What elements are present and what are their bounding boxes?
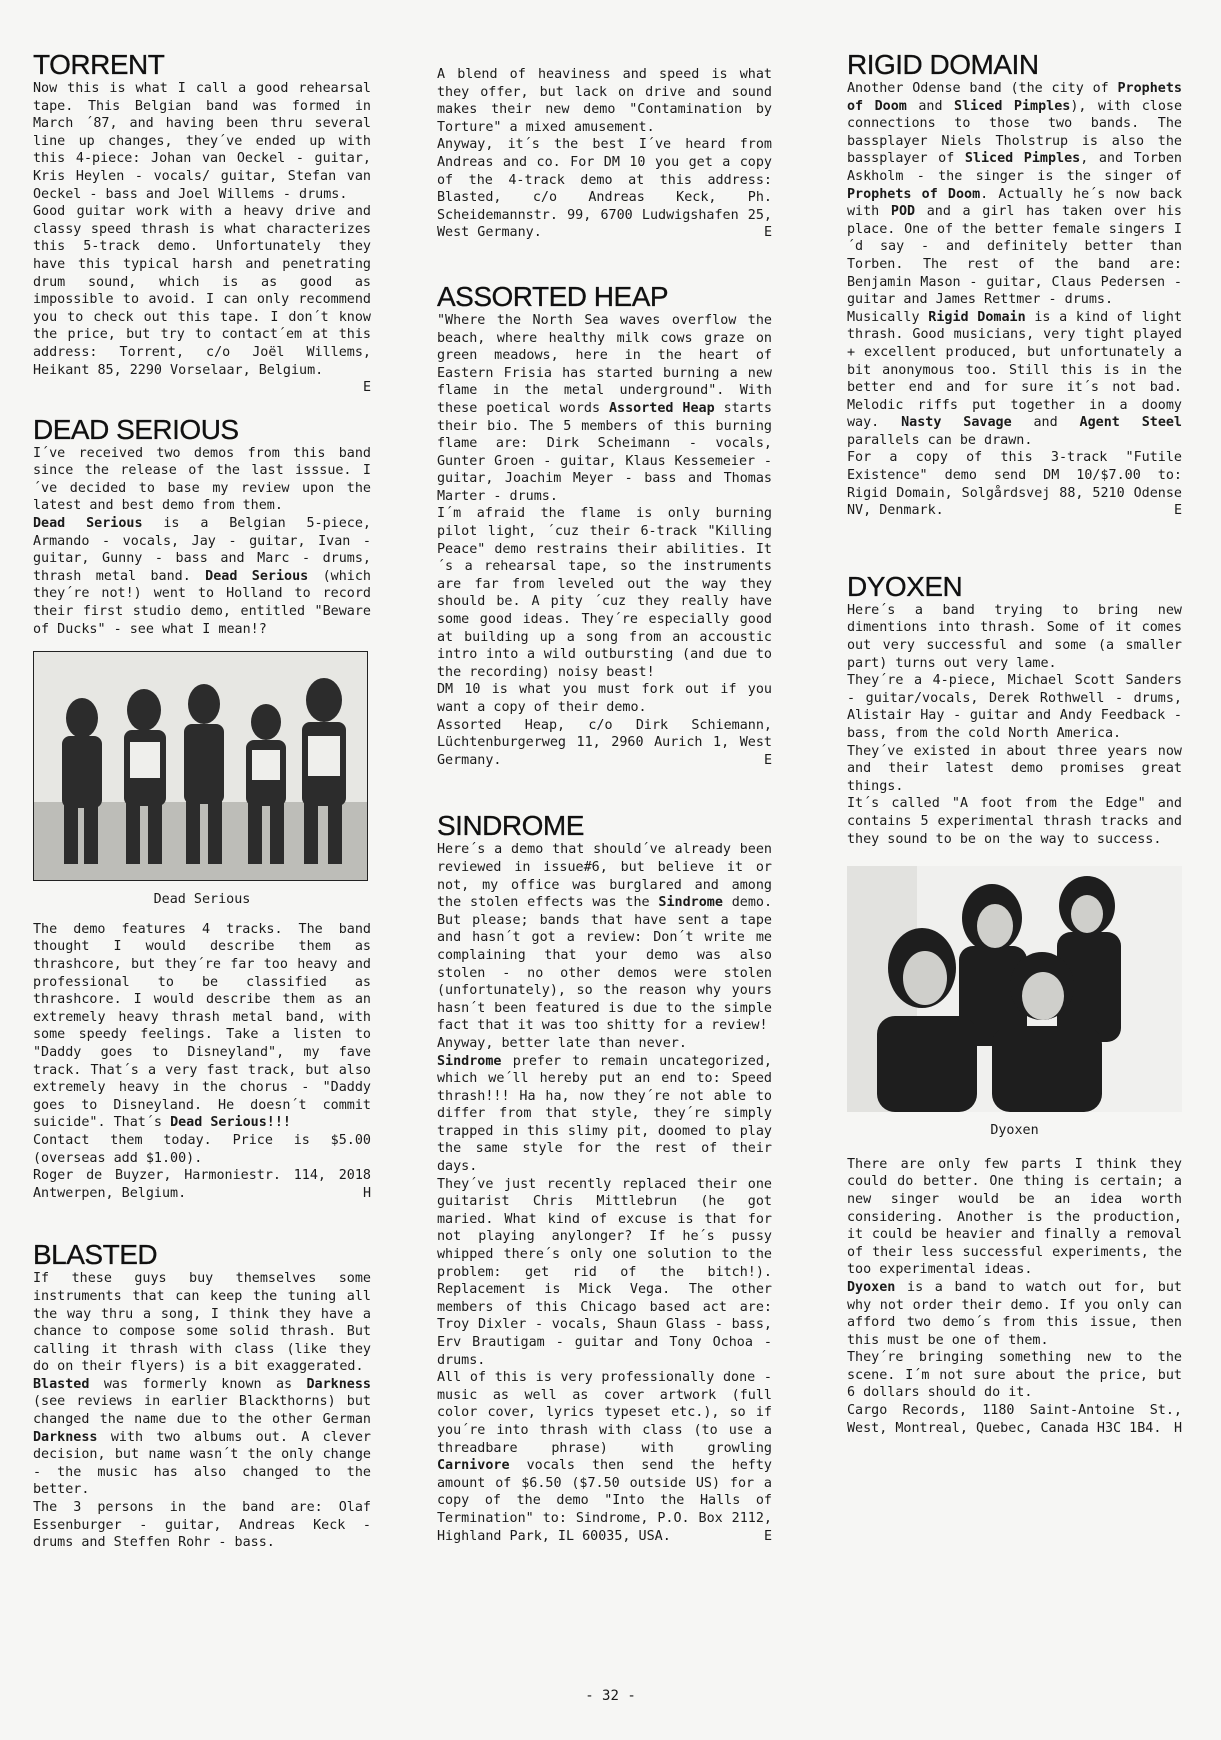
review-address [33, 1167, 371, 1202]
text-run: parallels can be drawn. [847, 432, 1033, 448]
review-address: Assorted Heap, c/o Dirk Schiemann, Lüchtenburgerweg 11, 2960 Aurich 1, West Germany. [437, 717, 772, 768]
band-name: Sliced Pimples [954, 98, 1071, 114]
text-run: is a band to watch out for, but why not order their demo. If you only can afford two demo´s from this issue, then this must be one of them. [847, 1279, 1182, 1348]
review-paragraph: They´ve just recently replaced their one guitarist Chris Mittlebrun (he got maried. What kind of excuse is that for not playing anylonger? If he´s pussy whipped there´s only one solution to the problem: get rid of the bitch!). Replacement is Mick Vega. The other members of this Chicago based act are: Troy Dixler - vocals, Shaun Glass - bass, Erv Brautigam - guitar and Tony Ochoa - drums. [437, 1176, 772, 1368]
review-paragraph: Good guitar work with a heavy drive and classy speed thrash is what characterizes this 5-track demo. Unfortunately they have this typical harsh and penetrating drum sound, which is as good as impossible to avoid. I can only recommend you to check out this tape. I don´t know the price, but try to contact´em at this address: Torrent, c/o Joël Willems, Heikant 85, 2290 Vorselaar, Belgium. [33, 204, 371, 378]
review-paragraph: Contact them today. Price is $5.00 (overseas add $1.00). [33, 1132, 371, 1166]
review-paragraph: If these guys buy themselves some instruments that can keep the tuning all the way thru a song, I think they have a chance to compose some solid thrash. But calling it thrash with class (like they do on their flyers) is a bit exaggerated. [33, 1271, 371, 1375]
band-name: Sindrome [437, 1053, 502, 1069]
text-run: and a girl has taken over his place. One of the better female singers I´d say - and definitely better than Torben. The rest of the band are: Benjamin Mason - guitar, Claus Pedersen - guitar and James Rettmer - drums. [847, 204, 1182, 308]
review-title: SINDROME [437, 810, 584, 842]
review-paragraph: They´re bringing something new to the scene. I´m not sure about the price, but 6 dollars should do it. [847, 1350, 1182, 1401]
band-name: Prophets of Doom [847, 81, 1182, 114]
band-name: Sindrome [658, 895, 723, 911]
review-rigid-domain [847, 50, 1182, 520]
band-photo-image [847, 866, 1182, 1112]
text-run: starts their bio. The 5 members of this burning flame are: Dirk Scheimann - vocals, Gunter Groen - guitar, Klaus Kessemeier - guitar, Joachim Meyer - bass and Thomas Marter - drums. [437, 400, 772, 504]
text-run: All of this is very professionally done - music as well as cover artwork (full color cover, lyrics typeset etc.), so if you´re into thrash with class (to use a threadbare phrase) with growling [437, 1370, 772, 1456]
review-paragraph [33, 921, 371, 1132]
reviewer-initial: E [1173, 503, 1182, 519]
review-paragraph: I´m afraid the flame is only burning pilot light, ´cuz their 6-track "Killing Peace" demo restrains their abilities. It´s a rehearsal tape, so the instruments are far from leveled out the way they should be. A pity ´cuz they really have some good ideas. They´re especially good at building up a song from an accoustic intro into a wild outbursting (and due to the recording) noisy beast! [437, 506, 772, 680]
reviewer-initial: H [362, 1185, 371, 1201]
review-paragraph: It´s called "A foot from the Edge" and contains 5 experimental thrash tracks and they sound to be on the way to success. [847, 796, 1182, 847]
review-title: DEAD SERIOUS [33, 413, 239, 445]
review-title: BLASTED [33, 1239, 158, 1271]
photo-caption: Dyoxen [990, 1123, 1039, 1139]
column-middle [437, 66, 772, 1545]
reviewer-initial: E [763, 225, 772, 241]
text-run: is a Belgian 5-piece, Armando - vocals, Jay - guitar, Ivan - guitar, Gunny - bass and Marc - drums, thrash metal band. [33, 516, 371, 584]
review-paragraph: The 3 persons in the band are: Olaf Essenburger - guitar, Andreas Keck - drums and Steffen Rohr - bass. [33, 1500, 371, 1551]
text-run: "Where the North Sea waves overflow the beach, where healthy milk cows graze on green meadows, here in the heart of Eastern Frisia has started burning a new flame in the metal underground". With these poetical words [437, 312, 772, 416]
text-run: The demo features 4 tracks. The band thought I would describe them as thrashcore, but they´re far too heavy and professional to be classified as thrashcore. I would describe them as an extremely heavy thrash metal band, with some speedy feelings. Take a listen to "Daddy goes to Disneyland", my fave track. That´s a very fast track, but also extremely heavy in the chorus - "Daddy goes to Disneyland. He doesn´t commit suicide". That´s [33, 921, 371, 1131]
review-address: Cargo Records, 1180 Saint-Antoine St., West, Montreal, Quebec, Canada H3C 1B4. [847, 1403, 1182, 1436]
review-paragraph: I´ve received two demos from this band since the release of the last isssue. I´ve decided to base my review upon the latest and best demo from them. [33, 445, 371, 514]
column-right [847, 50, 1182, 1437]
review-paragraph [847, 309, 1182, 450]
band-photo-image [34, 652, 367, 880]
review-paragraph: Anyway, it´s the best I´ve heard from Andreas and co. For DM 10 you get a copy of the 4-track demo at this address: Blasted, c/o Andreas Keck, Ph. Scheidemannstr. 99, 6700 Ludwigshafen 25, West Germany. [437, 137, 772, 241]
review-address: For a copy of this 3-track "Futile Existence" demo send DM 10/$7.00 to: Rigid Domain, Solgårdsvej 88, 5210 Odense NV, Denmark. [847, 450, 1182, 519]
review-paragraph: DM 10 is what you must fork out if you want a copy of their demo. [437, 682, 772, 715]
review-paragraph: Here´s a band trying to bring new dimentions into thrash. Some of it comes out very successful and some (a smaller part) turns out very lame. [847, 602, 1182, 671]
text-run: is a kind of light thrash. Good musicians, very tight played + excellent produced, but unfortunately a bit anonymous too. Still this is in the better end and for sure it´s not bad. Melodic riffs put together in a doomy way. [847, 309, 1183, 431]
band-name: Blasted [33, 1376, 90, 1392]
address-text: Roger de Buyzer, Harmoniestr. 114, 2018 Antwerpen, Belgium. [33, 1168, 371, 1201]
review-paragraph [847, 80, 1182, 309]
text-run: (see reviews in earlier Blackthorns) but changed the name due to the other German [33, 1394, 371, 1428]
band-name: Assorted Heap [608, 400, 715, 416]
text-run: ), with close connections to those two bands. The bassplayer Niels Tholstrup is also the bassplayer of [847, 98, 1183, 167]
band-photo-dead-serious [33, 651, 368, 881]
text-run: was formerly known as [89, 1376, 307, 1392]
band-name: Darkness [306, 1376, 371, 1392]
review-paragraph [33, 1376, 371, 1499]
review-title: DYOXEN [847, 570, 963, 602]
text-run: demo. But please; bands that have sent a tape and hasn´t got a review: Don´t write me complaining that your demo was also stolen - no other demos were stolen (unfortunately), so the reason why yours hasn´t been featured is due to the simple fact that it was too shitty for a review! [437, 895, 773, 1034]
review-dyoxen [847, 572, 1182, 1437]
reviewer-initial: E [763, 752, 772, 768]
band-name: Agent Steel [1079, 415, 1182, 431]
review-paragraph [847, 1279, 1182, 1349]
reviewer-initial: E [362, 380, 371, 396]
text-run: and [1011, 415, 1080, 431]
text-run: Musically [847, 309, 929, 325]
text-run: , and Torben Askholm - the singer is the singer of [847, 151, 1182, 184]
review-torrent [33, 50, 371, 397]
review-title: TORRENT [33, 49, 165, 80]
band-name: Dyoxen [847, 1279, 896, 1295]
band-name: Dead Serious [33, 516, 143, 532]
review-paragraph [33, 515, 371, 638]
review-paragraph [437, 312, 772, 506]
review-blasted-continued [437, 66, 772, 242]
band-name: POD [890, 204, 916, 220]
text-run: prefer to remain uncategorized, which we´ll hereby put an end to: Speed thrash!!! Ha ha, now they´re not able to differ from that style, they´re simply trapped in this slimy pit, doomed to play the same style for the rest of their days. [437, 1053, 772, 1175]
review-paragraph: They´ve existed in about three years now and their latest demo promises great things. [847, 743, 1182, 794]
review-blasted [33, 1240, 371, 1552]
review-paragraph: There are only few parts I think they could do better. One thing is certain; a new singer would be an idea worth considering. Another is the production, it could be heavier and finally a removal of their less successful experiments, the too experimental ideas. [847, 1156, 1182, 1278]
band-name: Sliced Pimples [964, 151, 1081, 167]
band-name: Darkness [33, 1429, 98, 1445]
review-dead-serious [33, 415, 371, 1203]
review-paragraph [437, 1053, 772, 1176]
text-run: and [906, 98, 955, 114]
text-run: Here´s a demo that should´ve already been reviewed in issue#6, but believe it or not, my office was burglared and among the stolen effects was the [437, 842, 772, 911]
page-number: - 32 - [585, 1688, 636, 1704]
band-name: Prophets of Doom [847, 186, 981, 202]
band-name: Carnivore [437, 1458, 510, 1474]
band-photo-dyoxen [847, 866, 1182, 1112]
reviewer-initial: H [1173, 1420, 1182, 1436]
review-title: RIGID DOMAIN [847, 49, 1039, 80]
text-run: with two albums out. A clever decision, but name wasn´t the only change - the music has also changed to the better. [33, 1429, 371, 1498]
text-run: (which they´re not!) went to Holland to record their first studio demo, entitled "Beware of Ducks" - see what I mean!? [33, 568, 371, 637]
review-sindrome [437, 811, 772, 1545]
text-run: vocals then send the hefty amount of $6.50 ($7.50 outside US) for a copy of the demo "Into the Halls of Termination" to: Sindrome, P.O. Box 2112, Highland Park, IL 60035, USA. [437, 1458, 772, 1544]
band-name: Dead Serious [205, 568, 309, 584]
band-name: Rigid Domain [928, 309, 1026, 325]
band-name: Nasty Savage [901, 415, 1012, 431]
column-left [33, 50, 371, 1552]
review-title: ASSORTED HEAP [437, 280, 669, 312]
review-paragraph: Anyway, better late than never. [437, 1035, 687, 1051]
review-paragraph: A blend of heaviness and speed is what they offer, but lack on drive and sound makes their new demo "Contamination by Torture" a mixed amusement. [437, 67, 772, 135]
review-paragraph: Now this is what I call a good rehearsal tape. This Belgian band was formed in March ´87, and having been thru several line up changes, they´ve ended up with this 4-piece: Johan van Oeckel - guitar, Kris Heylen - vocals/ guitar, Stefan van Oeckel - bass and Joel Willems - drums. [33, 81, 371, 202]
review-paragraph [437, 1369, 772, 1545]
reviewer-initial: E [763, 1528, 772, 1544]
review-paragraph: They´re a 4-piece, Michael Scott Sanders - guitar/vocals, Derek Rothwell - drums, Alistair Hay - guitar and Andy Feedback - bass, from the cold North America. [847, 673, 1182, 741]
review-assorted-heap [437, 282, 772, 769]
photo-caption: Dead Serious [153, 892, 251, 908]
text-run: Another Odense band (the city of [847, 81, 1118, 96]
text-run: . Actually he´s now back with [847, 186, 1182, 220]
band-name: Dead Serious!!! [170, 1115, 291, 1131]
review-paragraph [437, 841, 772, 1035]
